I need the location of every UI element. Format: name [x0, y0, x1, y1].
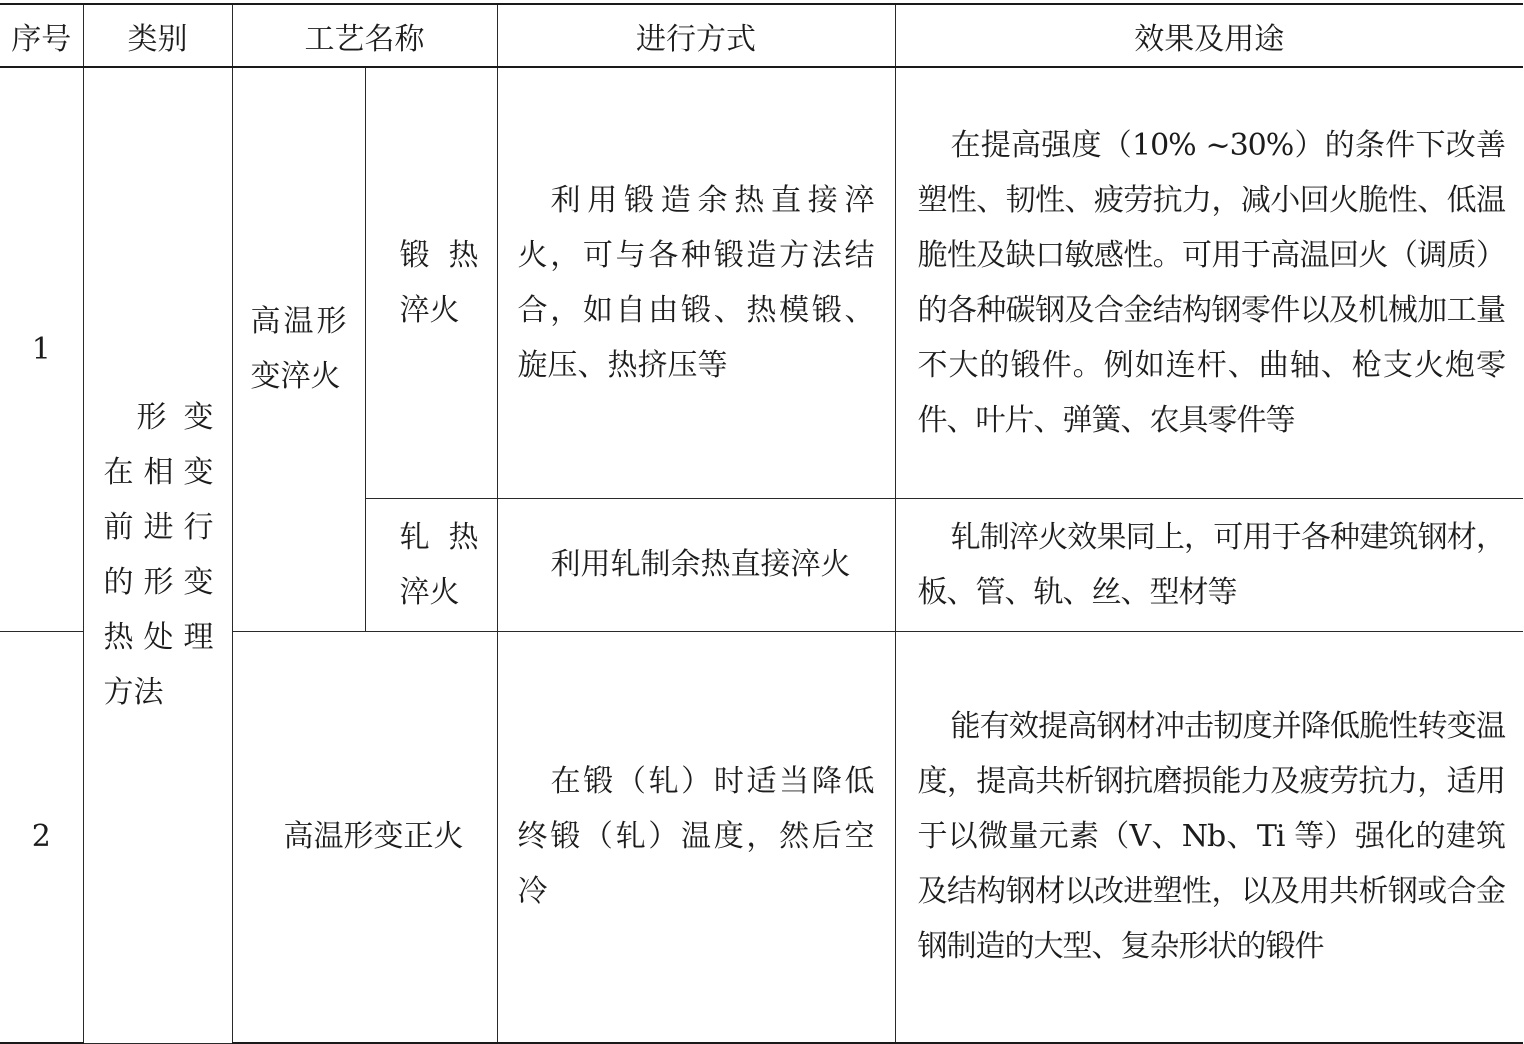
subprocess-name-cell [365, 67, 497, 498]
subprocess-name: 锻热淬火 [399, 237, 479, 328]
header-category: 类别 [83, 4, 232, 67]
effect-text: 在提高强度（10% ~30%）的条件下改善塑性、韧性、疲劳抗力，减小回火脆性、低温脆性及缺口敏感性。可用于高温回火（调质）的各种碳钢及合金结构钢零件以及机械加工量不大的锻件。例如连杆、曲轴、枪支火炮零件、叶片、弹簧、农具零件等 [917, 127, 1505, 438]
header-process-name: 工艺名称 [232, 4, 497, 67]
header-no: 序号 [0, 4, 83, 67]
effect-cell [895, 498, 1523, 631]
process-name: 高温形变正火 [283, 819, 464, 855]
subprocess-name-cell [365, 498, 497, 631]
category-label: 形变在相变前进行的形变热处理方法 [103, 400, 214, 711]
heat-treatment-table [0, 3, 1523, 1044]
subprocess-name: 轧热淬火 [399, 519, 479, 610]
category-cell [83, 67, 232, 1043]
method-text: 在锻（轧）时适当降低终锻（轧）温度，然后空冷 [517, 764, 875, 910]
row-1-number: 1 [0, 67, 83, 631]
effect-text: 轧制淬火效果同上，可用于各种建筑钢材，板、管、轨、丝、型材等 [917, 519, 1505, 610]
method-cell [497, 631, 895, 1043]
table-row [0, 67, 1523, 498]
group-name-cell [232, 67, 365, 631]
method-cell [497, 498, 895, 631]
row-2-number: 2 [0, 631, 83, 1043]
header-effect: 效果及用途 [895, 4, 1523, 67]
effect-text: 能有效提高钢材冲击韧度并降低脆性转变温度，提高共析钢抗磨损能力及疲劳抗力，适用于以微量元素（V、Nb、Ti 等）强化的建筑及结构钢材以改进塑性，以及用共析钢或合金钢制造的大型、复杂形状的锻件 [917, 709, 1505, 965]
header-method: 进行方式 [497, 4, 895, 67]
process-name-cell [232, 631, 497, 1043]
group-name: 高温形变淬火 [250, 304, 347, 395]
method-text: 利用锻造余热直接淬火，可与各种锻造方法结合，如自由锻、热模锻、旋压、热挤压等 [517, 182, 875, 383]
effect-cell [895, 67, 1523, 498]
effect-cell [895, 631, 1523, 1043]
header-row [0, 4, 1523, 67]
method-text: 利用轧制余热直接淬火 [550, 547, 851, 582]
method-cell [497, 67, 895, 498]
